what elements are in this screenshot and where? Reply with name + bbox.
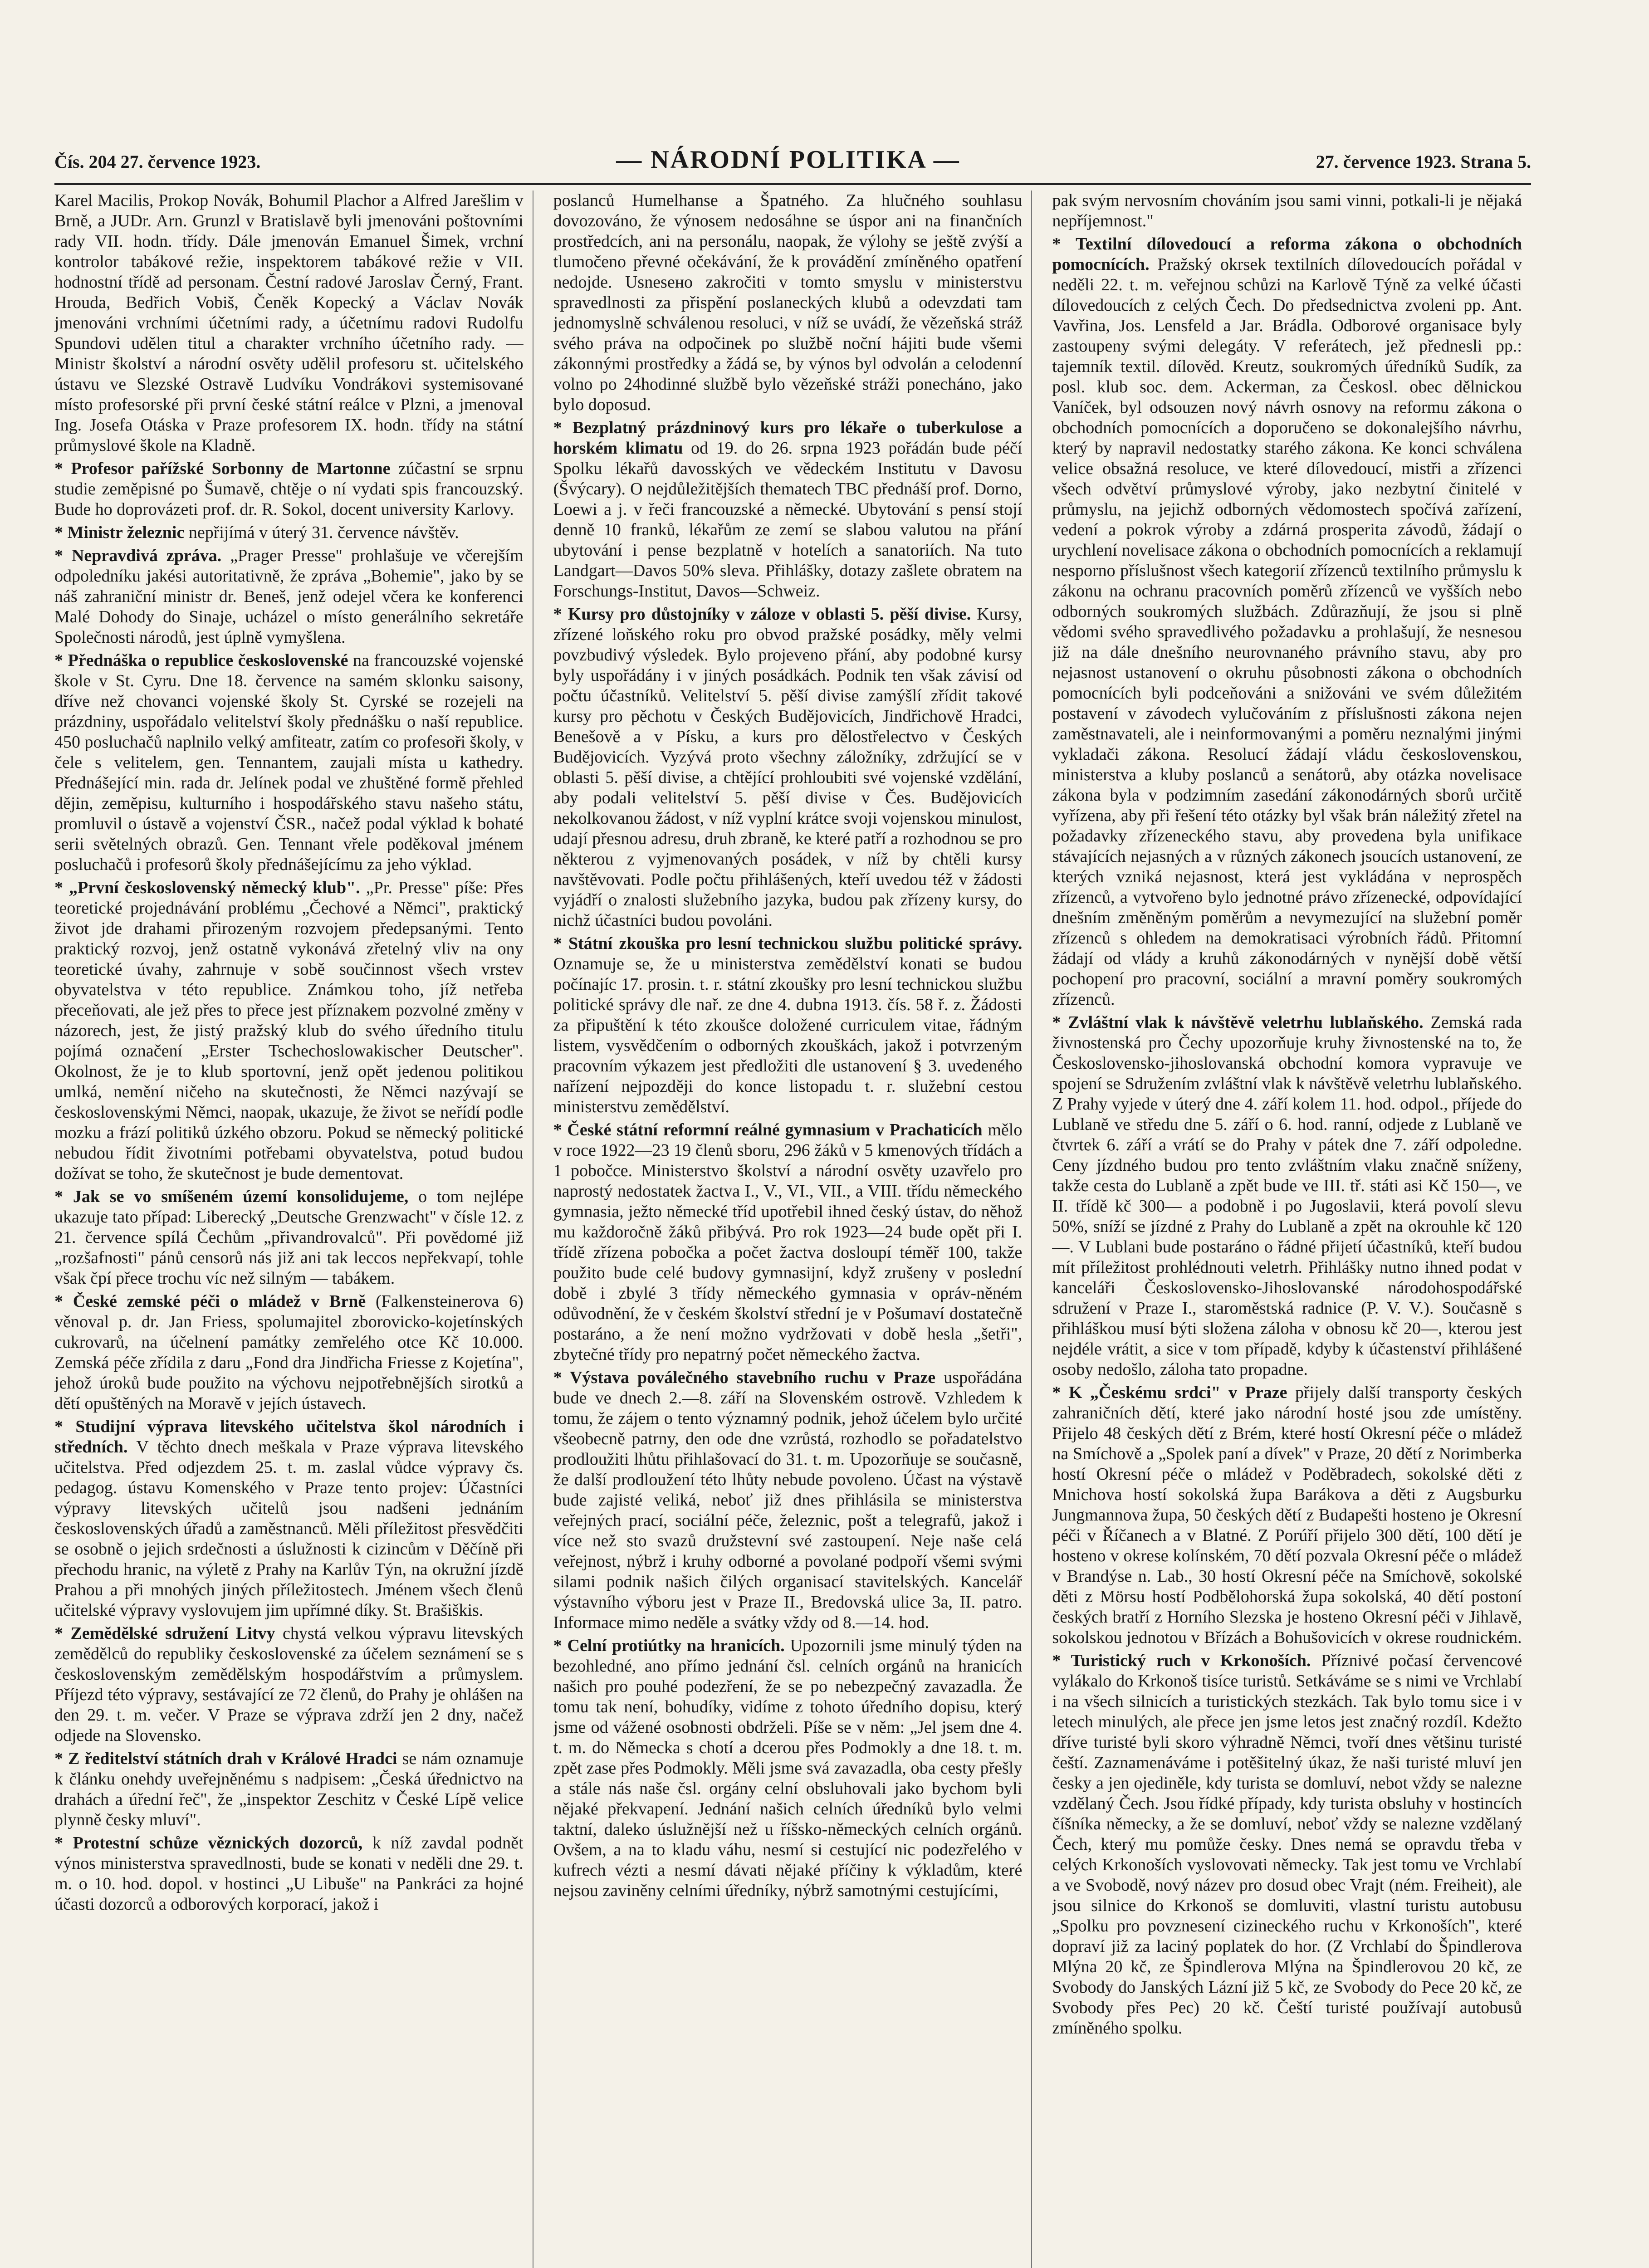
article-headline: * Profesor pařížské Sorbonny de Martonne (54, 459, 391, 478)
article-text: pak svým nervosním chováním jsou sami vinni, potkali-li je nějaká nepříjemnost." (1052, 191, 1522, 230)
article-text: Pražský okrsek textilních dílovedoucích pořádal v neděli 22. t. m. veřejnou schůzi na Karlově Týně za velké účasti dílovedoucích z celých Čech. Do předsednictva zvoleni pp. Ant. Vavřina, Jos. Lensfeld a Jar. Brádla. Odborové organisace byly zastoupeny svými delegáty. V referátech, jež přednesli pp.: tajemník textil. dílověd. Kreutz, soukromých úředníků Sudík, za posl. klub soc. dem. Ackerman, za Českosl. obec dělnickou Vaníček, byl odsouzen nový návrh osnovy na reformu zákona o obchodních pomocnících a doporučeno se dokonalejšího návrhu, který by napravil nedostatky starého zákona. Ke konci schválena velice obsažná resoluce, ve které dílovedoucí, mistři a zřízenci všech odvětví průmyslové výroby, jako nezbytní činitelé v průmyslu, na jejichž odborných vědomostech spočívá zařízení, vedení a pokrok výroby a zdárná prosperita závodů, žádají o urychlení novelisace zákona o obchodních pomocnících a reklamují nesporno příslušnost všech kategorií zřízenců textilního průmyslu k zákonu na ochranu pracovních poměrů zřízenců ve vyšších nebo odborných soukromých službách. Zdůrazňují, že jsou si plně vědomi svého spravedlivého požadavku a prohlašují, že nesnesou již na dále dnešního neurovnaného právního stavu, aby pro nejasnost ustanovení o okruhu působnosti zákona o obchodních pomocnících byli podceňováni a snižováni ve svém důležitém postavení v závodech vylučováním z příslušnosti zákona nejen zaměstnavateli, ale i neinformovanými a poměru neznalými jinými vykladači zákona. Resolucí žádají vládu československou, ministerstva a kluby poslanců a senátorů, aby otázka novelisace zákona byla v podzimním zasedání zákonodárných sborů určitě vyřízena, aby při řešení této otázky byl však brán náležitý zřetel na požadavky zřízeneckého stavu, aby provedena byla unifikace stávajících nejasných a v různých zákonech jsoucích ustanovení, ze kterých vzniká nejasnost, která jest vykládána v neprospěch zřízenců, a vytvořeno bylo jednotné právo zřízenecké, odpovídající dnešním změněným poměrům a nevymezující na služební poměr zřízenců s ohledem na demokratisaci výrobních řádů. Přitomní žádají od vlády a kruhů zákonodárných v nynější době větší pochopení pro pracovní, sociální a mravní poměry soukromých zřízenců. (1052, 255, 1522, 1009)
article-text: chystá velkou výpravu litevských zemědělců do republiky československé za účelem seznámení se s československým zemědělským hospodářstvím a průmyslem. Příjezd této výpravy, sestávající ze 72 členů, do Prahy je ohlášen na den 29. t. m. večer. V Praze se výprava zdrží jen 2 dny, načež odjede na Slovensko. (54, 1624, 524, 1745)
article (553, 418, 1023, 601)
article (54, 878, 524, 1184)
article (553, 1636, 1023, 1901)
article (54, 1417, 524, 1621)
article-text: Oznamuje se, že u ministerstva zemědělství konati se budou počínajíc 17. prosin. t. r. státní zkoušky pro lesní technickou službu politické správy dle nař. ze dne 4. dubna 1913. čís. 58 ř. z. Žádosti za připuštění k této zkoušce doložené curriculem vitae, řádným listem, vysvědčením o odborných zkouškách, jakož i potvrzeným pracovním výkazem jest předložiti dle ustanovení § 3. uvedeného nařízení nejpozději do konce listopadu t. r. služební cestou ministerstvu zemědělství. (553, 954, 1023, 1116)
article-headline: * Studijní výprava litevského učitelstva škol národních i středních. (54, 1417, 524, 1457)
article-text: (Falkensteinerova 6) věnoval p. dr. Jan Friess, spolumajitel zborovicko-kojetínských cukrovarů, na účelnení památky zemřelého otce Kč 10.000. Zemská péče zřídila z daru „Fond dra Jindřicha Friesse z Kojetína", jehož úroků bude použito na výchovu nejpotřebnějších sirotků a dětí opuštěných na Moravě v jejích ústavech. (54, 1292, 524, 1413)
article (1052, 191, 1522, 231)
article-headline: * Kursy pro důstojníky v záloze v oblasti 5. pěší divise. (553, 605, 971, 624)
article-text: poslanců Humelhanse a Špatného. Za hlučného souhlasu dovozováno, že výnosem nedosáhne se úspor ani na finančních prostředcích, ani na personálu, naopak, že výlohy se ještě zvýší a tlumočeno převné očekávání, že k provádění zmíněného opatření nedojde. Usnesено zakročiti v tomto smyslu v ministerstvu spravedlnosti za přispění poslaneckých klubů a odevzdati tam jednomyslně schválenou resoluci, v níž se uvádí, že vězeňská stráž svého práva na odpočinek po službě noční hájiti bude všemi zákonnými prostředky a žádá se, by výnos byl odvolán a celodenní volno po 24hodinné službě bylo vězeňské stráži ponecháno, jako bylo doposud. (553, 191, 1023, 414)
article-headline: * Nepravdivá zpráva. (54, 546, 221, 565)
article (553, 1368, 1023, 1633)
article (54, 1187, 524, 1289)
article-text: mělo v roce 1922—23 19 členů sboru, 296 žáků v 5 kmenových třídách a 1 pobočce. Ministerstvo školství a národní osvěty uzavřelo pro naprostý nedostatek žactva I., V., VI., VII., a VIII. třídu německého gymnasia, ježto německé tříd upotřebil ihned český ústav, do něhož mu každoročně žáků přibývá. Pro rok 1923—24 bude opět při I. třídě zřízena pobočka a počet žactva dosloupí téměř 100, takže použito bude celé budovy gymnasijní, když zrušeny v poslední době i zbylé 3 třídy německého gymnasia v opráv-něném odůvodnění, že v českém školství střední je v Pošumaví dostatečně postaráno, a že není možno vydržovati v době hesla „šetři", zbytečné třídy pro nepatrný počet německého žactva. (553, 1120, 1023, 1364)
article-text: Zemská rada živnostenská pro Čechy upozorňuje kruhy živnostenské na to, že Československo-jihoslovanská obchodní komora vypravuje ve spojení se Sdružením zvláštní vlak k návštěvě veletrhu lublaňského. Z Prahy vyjede v úterý dne 4. září kolem 11. hod. odpol., příjede do Lublaně ve středu dne 5. září o 6. hod. ranní, odjede z Lublaně ve čtvrtek 6. září a vrátí se do Prahy v pátek dne 7. září odpoledne. Ceny jízdného budou pro tento zvláštním vlaku značně sníženy, takže cesta do Lublaně a zpět bude ve III. tř. státi asi Kč 150—, ve II. třídě kč 300— a podobně i po Jugoslavii, která povolí slevu 50%, sníží se jízdné z Prahy do Lublaně a zpět na okrouhle kč 120—. V Lublani bude postaráno o řádné přijetí účastníků, kteří budou mít příležitost prohlédnouti veletrh. Přihlášky nutno ihned podat v kanceláři Československo-Jihoslovanské národohospodářské sdružení v Praze I., staroměstská radnice (P. V. V.). Současně s přihláškou musí býti složena záloha v obnosu kč 20—, kterou jest nejdéle vrátit, a sice v tom případě, kdyby k účastenství přihlášené osoby nedošlo, záloha tato propadne. (1052, 1013, 1522, 1379)
article-text: od 19. do 26. srpna 1923 pořádán bude péčí Spolku lékařů davosských ve vědeckém Institutu v Davosu (Švýcary). O nejdůležitějších thematech TBC přednáší prof. Dorno, Loewi a j. v řeči francouzské a německé. Ubytování s pensí stojí denně 10 franků, lékařům ze zemí se slabou valutou na přání ubytování i pense bezplatně v hotelích a sanatoriích. Na tuto Landgart—Davos 50% sleva. Přihlášky, dotazy zašlete obratem na Forschungs-Institut, Davos—Schweiz. (553, 439, 1023, 601)
article-text: Příznivé počasí červencové vylákalo do Krkonoš tisíce turistů. Setkáváme se s nimi ve Vrchlabí i na všech silnicích a turistických stezkách. Tak bylo tomu sice i v letech minulých, ale přece jen jsme letos jest značný rozdíl. Kdežto dříve turisté byli skoro výhradně Němci, tvoří dnes většinu turisté čeští. Zaznamenáváme i potěšitelný úkaz, že naši turisté mluví jen česky a jen ojediněle, kdy turista se domluví, nebot vždy se nalezne vzdělaný Čech. Jsou řídké případy, kdy turista obsluhy v hostincích číšníka německy, a že se domluví, neboť vždy se nalezne vzdělaný Čech, který mu pomůže česky. Dnes nemá se opravdu třeba v celých Krkonoších vyslovovati německy. Tak jest tomu ve Vrchlabí a ve Svobodě, nový název pro dosud obec Vrajt (ném. Freiheit), ale jsou silnice do Krkonoš se domluviti, vlastní turistu autobusu „Spolku pro povznesení cizineckého ruchu v Krkonoších", které dopraví již za laciný poplatek do hor. (Z Vrchlabí do Špindlerova Mlýna 20 kč, ze Špindlerova Mlýna na Špindlerovou 20 kč, ze Svobody do Janských Lázní již 5 kč, ze Svobody do Pece 20 kč, ze Svobody přes Pec) 20 kč. Čeští turisté používají autobusů zmíněného spolku. (1052, 1651, 1522, 2038)
article (1052, 1383, 1522, 1648)
article-headline: * České státní reformní reálné gymnasium v Prachaticích (553, 1120, 983, 1139)
article-text: Kursy, zřízené loňského roku pro obvod pražské posádky, měly velmi povzbudivý výsledek. Bylo projeveno přání, aby podobné kursy byly uspořádány i v jiných posádkách. Podnik ten však závisí od počtu účastníků. Velitelství 5. pěší divise zamýšlí zřídit takové kursy pro pěchotu v Českých Budějovicích, Jindřichově Hradci, Benešově a v Písku, a kurs pro dělostřelectvo v Českých Budějovicích. Vyzývá proto všechny záložníky, zdržující se v oblasti 5. pěší divise, a chtějící prohloubiti své vojenské vzdělání, aby podali velitelství 5. pěší divise v Čes. Budějovicích nekolkovanou žádost, v níž vyplní krátce svoji vojenskou minulost, udají přesnou adresu, druh zbraně, ke které patří a rozhodnou se pro některou z vyjmenovaných posádek, v níž by chtěli kursy navštěvovati. Podle počtu přihlášených, kteří uvedou též v žádosti vyjádří o znalosti služebního jazyka, budou pak zřízeny kursy, do nichž účastníci budou povoláni. (553, 605, 1023, 930)
article-headline: * K „Českému srdci" v Praze (1052, 1383, 1287, 1402)
article-headline: * Státní zkouška pro lesní technickou službu politické správy. (553, 934, 1023, 953)
article-headline: * Textilní dílovedoucí a reforma zákona o obchodních pomocnících. (1052, 235, 1522, 274)
article-headline: * České zemské péči o mládež v Brně (54, 1292, 366, 1311)
article-text: přijely další transporty českých zahraničních dětí, které jako národní hosté jsou zde umístěny. Přijelo 48 českých dětí z Brém, které hostí Okresní péče o mládež na Smíchově a „Spolek paní a dívek" v Praze, 20 dětí z Norimberka hostí Okresní péče o mládež v Poděbradech, sokolské děti z Mnichova hostí sokolská župa Barákova a děti z Augsburku Jungmannova župa, 50 českých dětí z Budapešti hosteno je Okresní péči v Říčanech a v Blatné. Z Porúří přijelo 300 dětí, 100 dětí je hosteno v okrese kolínském, 70 dětí pozvala Okresní péče o mládež v Brandýse n. Lab., 30 hostí Okresní péče na Smíchově, sokolské děti z Mörsu hostí Podbělohorská župa sokolská, 40 dětí postoní českých bratří z Horního Slezska je hosteno Okresní péči v Jihlavě, sokolskou jednotou v Břízách a Bohušovicích v okrese roudnickém. (1052, 1383, 1522, 1647)
article-text: Upozornili jsme minulý týden na bezohledné, ano přímo jednání čsl. celních orgánů na hranicích našich pro pouhé podezření, že se po nebezpečný zavazadla. Že tomu tak není, bohudíky, vidíme z tohoto úředního dopisu, který jsme od vážené osobnosti obdrželi. Píše se v něm: „Jel jsem dne 4. t. m. do Německa s chotí a dcerou přes Podmokly a dne 18. t. m. zpět zase přes Podmokly. Měli jsme svá zavazadla, oba cesty přešly a stále nás naše čsl. orgány celní obsluhovali jako bychom byli nějaké překvapení. Jednání našich celních úředníků bylo velmi taktní, daleko úslužnější než u říšsko-německých celních orgánů. Ovšem, a na to kladu váhu, nesmí si cestující nic podezřelého v kufrech vézti a nesmí dávati nějaké příčiny k výkladům, které nejsou zaviněny celními úředníky, nýbrž samotnými cestujícími, (553, 1636, 1023, 1900)
article-text: Karel Macilis, Prokop Novák, Bohumil Plachor a Alfred Jarešlim v Brně, a JUDr. Arn. Grunzl v Bratislavě byli jmenováni poštovními rady VII. hodn. třídy. Dále jmenován Emanuel Šimek, vrchní kontrolor tabákové režie, inspektorem tabákové režie v VII. hodnostní třídě ad personam. Čestní radové Jaroslav Černý, Frant. Hrouda, Bedřich Vobiš, Čeněk Kopecký a Václav Novák jmenováni vrchními účetními rady, a účetnímu radovi Rudolfu Spundovi udělen titul a charakter vrchního účetního rady. — Ministr školství a národní osvěty udělil profesoru st. učitelského ústavu ve Slezské Ostravě Ludvíku Vondrákovi systemisované místo profesorské při první české státní reálce v Plzni, a jmenoval Ing. Josefa Otáska v Praze profesorem IX. hodn. třídy na státní průmyslové škole na Kladně. (54, 191, 524, 455)
article (553, 604, 1023, 931)
article-text: zúčastní se srpnu studie zeměpisné po Šumavě, chtěje o ní vydati spis francouzský. Bude ho doprovázeti prof. dr. R. Sokol, docent university Karlovy. (54, 459, 524, 519)
article (553, 191, 1023, 415)
article-text: k níž zavdal podnět výnos ministerstva spravedlnosti, bude se konati v neděli dne 29. t. m. o 10. hod. dopol. v hostinci „U Libuše" na Pankráci za hojné účasti dozorců a odborových korporací, jakož i (54, 1833, 524, 1914)
article (54, 546, 524, 648)
issue-info: Čís. 204 27. července 1923. (54, 152, 261, 172)
article (1052, 234, 1522, 1010)
article-headline: * Turistický ruch v Krkonoších. (1052, 1651, 1311, 1670)
article-text: „Pr. Presse" píše: Přes teoretické projednávání problému „Čechové a Němci", praktický život jde drahami přirozeným rozvojem předepsanými. Tento praktický rozvoj, jenž ostatně vykonává zřetelný vliv na ony teoretické úvahy, zahrnuje v sobě součinnost všech vrstev obyvatelstva v této republice. Známkou toho, jíž netřeba přeceňovati, ale jež přes to přece jest příznakem pozvolné změny v názorech, jest, že jistý pražský klub do svého úředního titulu pojímá označení „Erster Tschechoslowakischer Deutscher". Okolnost, že je to klub sportovní, jenž opět jedenou politikou umlká, nemění ničeho na skutečnosti, že Němci nazývají se československými Němci, naopak, ukazuje, že život se neřídí podle mozku a frází politiků úzkého obzoru. Pokud se německý politické nebudou řídit životními potřebami obyvatelstva, potud budou dožívat se toho, že skutečnost je bude dementovat. (54, 878, 524, 1183)
article (1052, 1651, 1522, 2038)
header-rule (54, 183, 1531, 185)
article (54, 523, 524, 543)
column-3 (1052, 191, 1531, 2268)
article-text: „Prager Presse" prohlašuje ve včerejším odpoledníku jakési autoritativně, že zpráva „Bohemie", jako by se náš zahraniční ministr dr. Beneš, jenž odejel včera ke konferenci Malé Dohody do Sinaje, ucházel o místo generálního sekretáře Společnosti národů, jest úplně vymyšlena. (54, 546, 524, 647)
article-text: na francouzské vojenské škole v St. Cyru. Dne 18. července na samém sklonku saisony, dříve než chovanci vojenské školy St. Cyrské se rozejeli na prázdniny, uspořádalo velitelství školy přednášku o naší republice. 450 posluchačů naplnilo velký amfiteatr, zatím co profesoři školy, v čele s velitelem, gen. Tennantem, zaujali místa u kathedry. Přednášející min. rada dr. Jelínek podal ve zhuštěné formě přehled dějin, zeměpisu, kulturního i hospodářského stavu našeho státu, promluvil o ústavě a vojenství ČSR., načež podal výklad k bohaté serii světelných obrazů. Gen. Tennant vřele poděkoval jménem posluchačů i profesorů školy přednášejícímu za jeho výklad. (54, 651, 524, 874)
columns (54, 191, 1531, 2268)
article (54, 1833, 524, 1915)
article-text: o tom nejlépe ukazuje tato případ: Liberecký „Deutsche Grenzwacht" v čísle 12. z 21. července spílá Čechům „přivandrovalců". Při povědomé již „rozšafnosti" pánů censorů nás již ani tak leccos nepřekvapí, tohle však čpí přece trochu víc než silným — tabákem. (54, 1187, 524, 1288)
article-headline: * Ministr železnic (54, 523, 184, 542)
article-headline: * Jak se vo smíšeném území konsolidujeme, (54, 1187, 408, 1206)
article (553, 934, 1023, 1117)
article-text: uspořádána bude ve dnech 2.—8. září na Slovenském ostrově. Vzhledem k tomu, že zájem o tento významný podnik, jehož účelem bylo určité všeobecně patrny, den ode dne vzrůstá, rozhodlo se pořadatelstvo prodloužiti lhůtu přihlašovací do 31. t. m. Upozorňuje se současně, že další prodloužení této lhůty nebude povoleno. Účast na výstavě bude zajisté veliká, neboť již dnes přihlásila se ministerstva veřejných prací, sociální péče, železnic, pošt a telegrafů, jakož i více než sto svazů družstevní své zastoupení. Neje naše celá veřejnost, nýbrž i kruhy odborné a povolané podpoří všemi svými silami podnik našich čilých organisací stavitelských. Kancelář výstavního výboru jest v Praze II., Bredovská ulice 3a, II. patro. Informace mimo neděle a svátky vždy od 8.—14. hod. (553, 1368, 1023, 1632)
column-2 (553, 191, 1032, 2268)
article (54, 1291, 524, 1414)
article-headline: * Protestní schůze věznických dozorců, (54, 1833, 362, 1853)
article (54, 1749, 524, 1830)
article-text: se nám oznamuje k článku onehdy uveřejněnému s nadpisem: „Česká úřednictvo na drahách a úřední řeč", že „inspektor Zeschitz v České Lípě velice plynně česky mluví". (54, 1749, 524, 1829)
column-1 (54, 191, 533, 2268)
newspaper-title: — NÁRODNÍ POLITIKA — (616, 146, 960, 174)
date-page-info: 27. července 1923. Strana 5. (1316, 152, 1531, 172)
article (54, 1623, 524, 1746)
article (54, 459, 524, 520)
article-headline: * „První československý německý klub". (54, 878, 360, 897)
article (54, 650, 524, 875)
article (553, 1120, 1023, 1365)
article-headline: * Bezplatný prázdninový kurs pro lékaře o tuberkulose a horském klimatu (553, 418, 1023, 458)
page-header (54, 145, 1531, 181)
article-headline: * Celní protiútky na hranicích. (553, 1636, 785, 1655)
article (54, 191, 524, 456)
article (1052, 1012, 1522, 1380)
article-text: V těchto dnech meškala v Praze výprava litevského učitelstva. Před odjezdem 25. t. m. zaslal vůdce výpravy čs. pedagog. ústavu Komenského v Praze tento projev: Účastníci výpravy litevských učitelů jsou nadšeni jednáním československých úřadů a zaměstnanců. Měli příležitost přesvědčiti se osobně o jejich srdečnosti a úslužnosti k cizincům v Děčíně při přechodu hranic, na výletě z Prahy na Karlův Týn, na okružní jízdě Prahou a při mnohých jiných příležitostech. Jménem všech členů učitelské výpravy vyslovujem jim upřímné díky. St. Brašiškis. (54, 1437, 524, 1620)
article-headline: * Zemědělské sdružení Litvy (54, 1624, 275, 1643)
article-headline: * Zvláštní vlak k návštěvě veletrhu lublaňského. (1052, 1013, 1423, 1032)
article-headline: * Z ředitelství státních drah v Králové Hradci (54, 1749, 397, 1768)
article-headline: * Výstava poválečného stavebního ruchu v Praze (553, 1368, 936, 1387)
article-headline: * Přednáška o republice československé (54, 651, 348, 670)
article-text: nepřijímá v úterý 31. července návštěv. (188, 523, 459, 542)
